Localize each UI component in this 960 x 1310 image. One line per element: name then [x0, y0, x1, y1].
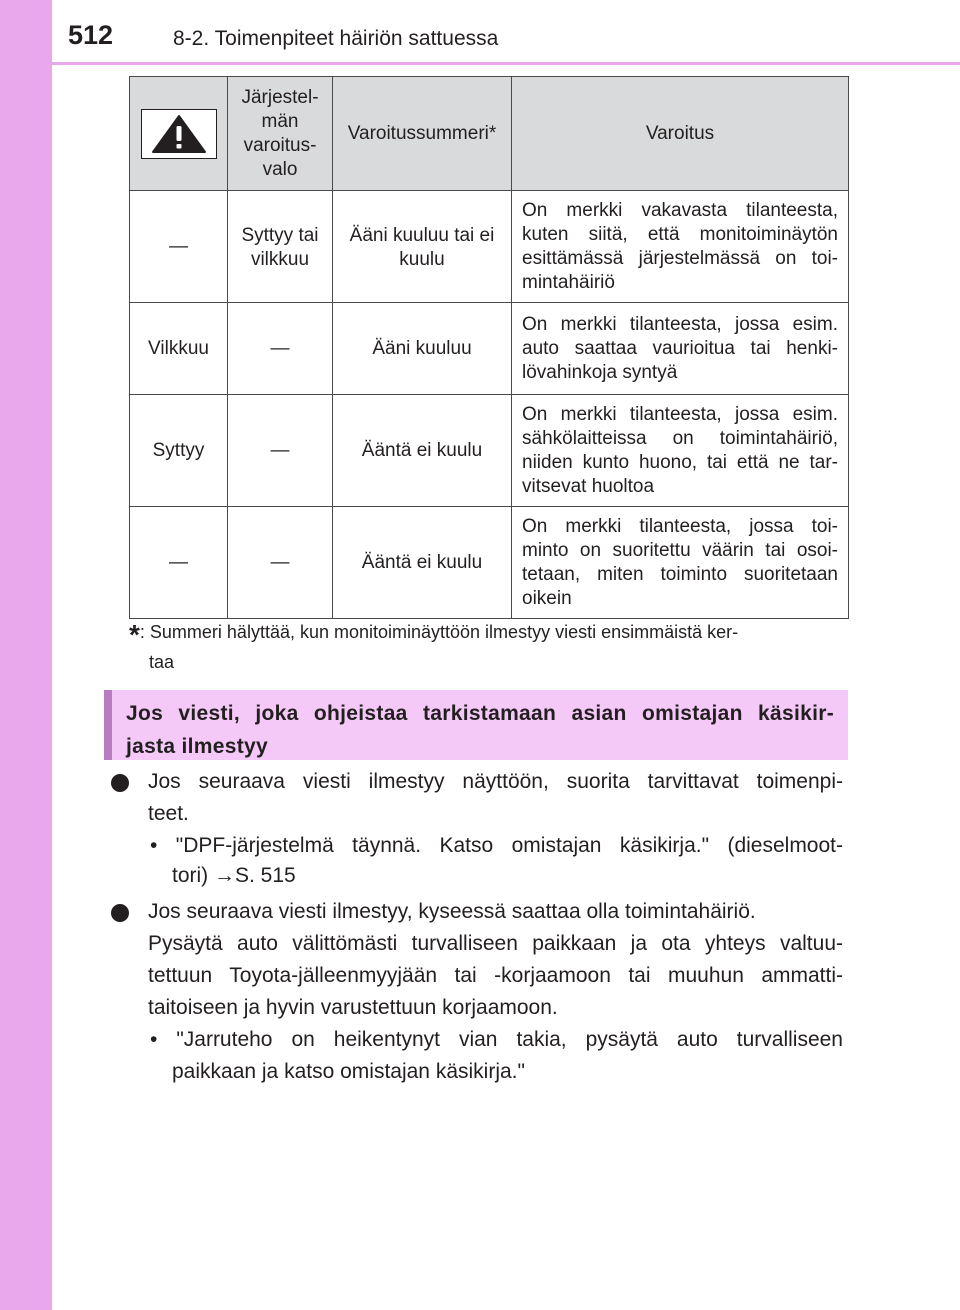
warning-icon-box [141, 109, 217, 159]
section-title: 8-2. Toimenpiteet häiriön sattuessa [173, 27, 499, 50]
header-cell-buzzer: Varoitussummeri* [333, 77, 512, 191]
table-cell [512, 507, 849, 619]
sub-bullet-line: • "DPF-järjestelmä täynnä. Katso omistajan käsikirja." (dieselmoot- [150, 834, 843, 857]
chapter-sidebar-tab [0, 0, 52, 1310]
table-cell [512, 191, 849, 303]
header-text-line: Järjestel- [241, 86, 319, 108]
warning-table [129, 76, 849, 619]
footnote-text-continued: taa [149, 652, 175, 672]
table-row [130, 507, 849, 619]
header-text-line: valo [262, 158, 298, 180]
footnote-marker: * [129, 619, 140, 650]
header-cell-system-light [228, 77, 333, 191]
cell-line: On merkki tilanteesta, jossa esim. [522, 403, 838, 425]
page-header [0, 0, 960, 64]
header-text-line: varoitus- [243, 134, 317, 156]
table-cell [333, 191, 512, 303]
cell-line: niiden kunto huono, tai että ne tar- [522, 451, 838, 473]
header-text-line: män [261, 110, 299, 132]
cell-line: esittämässä järjestelmässä on toi- [522, 247, 838, 269]
cell-line: auto saattaa vaurioitua tai henki- [522, 337, 838, 359]
table-cell: Vilkkuu [130, 303, 228, 395]
table-row [130, 303, 849, 395]
paragraph-line: Jos seuraava viesti ilmestyy, kyseessä saattaa olla toimintahäiriö. [148, 900, 756, 923]
cell-line: lövahinkoja syntyä [522, 361, 678, 383]
cell-line: Syttyy tai [241, 225, 319, 246]
cell-line: On merkki tilanteesta, jossa toi- [522, 515, 838, 537]
header-cell-icon [130, 77, 228, 191]
footnote-text: : Summeri hälyttää, kun monitoiminäyttöön ilmestyy viesti ensimmäistä ker- [139, 622, 739, 642]
bullet-icon [111, 774, 129, 792]
cell-line: minto on suoritettu väärin tai osoi- [522, 539, 838, 561]
table-cell: Syttyy [130, 395, 228, 507]
table-cell: — [228, 303, 333, 395]
cell-line: sähkölaitteissa on toimintahäiriö, [522, 427, 838, 449]
section-callout-heading [104, 690, 848, 760]
callout-heading-line: jasta ilmestyy [126, 735, 268, 758]
table-cell: — [130, 507, 228, 619]
paragraph-line: teet. [148, 802, 189, 825]
table-cell: Ääntä ei kuulu [333, 395, 512, 507]
table-cell: — [228, 395, 333, 507]
header-divider [52, 62, 960, 65]
cell-line: tetaan, miten toiminto suoritetaan [522, 563, 838, 585]
paragraph-line: taitoiseen ja hyvin varustettuun korjaamoon. [148, 996, 558, 1019]
table-cell: — [228, 507, 333, 619]
paragraph-line: tettuun Toyota-jälleenmyyjään tai -korjaamoon tai muuhun ammatti- [148, 964, 843, 987]
sub-bullet-line: • "Jarruteho on heikentynyt vian takia, pysäytä auto turvalliseen [150, 1028, 843, 1051]
table-cell [512, 395, 849, 507]
cell-line: On merkki tilanteesta, jossa esim. [522, 313, 838, 335]
cell-line: Ääni kuuluu tai ei [349, 225, 495, 246]
table-cell [228, 191, 333, 303]
table-header-row [130, 77, 849, 191]
page-number: 512 [68, 20, 114, 50]
table-row [130, 395, 849, 507]
table-cell: — [130, 191, 228, 303]
sub-bullet-line: paikkaan ja katso omistajan käsikirja." [172, 1060, 525, 1083]
callout-heading-line: Jos viesti, joka ohjeistaa tarkistamaan asian omistajan käsikir- [126, 702, 834, 725]
sub-bullet-line: tori) →S. 515 [172, 864, 296, 887]
table-footnote [129, 618, 844, 649]
table-cell [512, 303, 849, 395]
bullet-icon [111, 904, 129, 922]
header-cell-warning: Varoitus [512, 77, 849, 191]
cell-line: oikein [522, 587, 572, 609]
table-cell: Ääntä ei kuulu [333, 507, 512, 619]
paragraph-line: Pysäytä auto välittömästi turvalliseen paikkaan ja ota yhteys valtuu- [148, 932, 843, 955]
table-row [130, 191, 849, 303]
warning-triangle-icon [151, 114, 207, 154]
cell-line: On merkki vakavasta tilanteesta, [522, 199, 838, 221]
cell-line: vitsevat huoltoa [522, 475, 655, 497]
cell-line: mintahäiriö [522, 271, 615, 293]
table-cell: Ääni kuuluu [333, 303, 512, 395]
paragraph-line: Jos seuraava viesti ilmestyy näyttöön, suorita tarvittavat toimenpi- [148, 770, 843, 793]
cell-line: kuulu [399, 249, 445, 270]
cell-line: kuten siitä, että monitoiminäytön [522, 223, 838, 245]
cell-line: vilkkuu [250, 249, 310, 270]
